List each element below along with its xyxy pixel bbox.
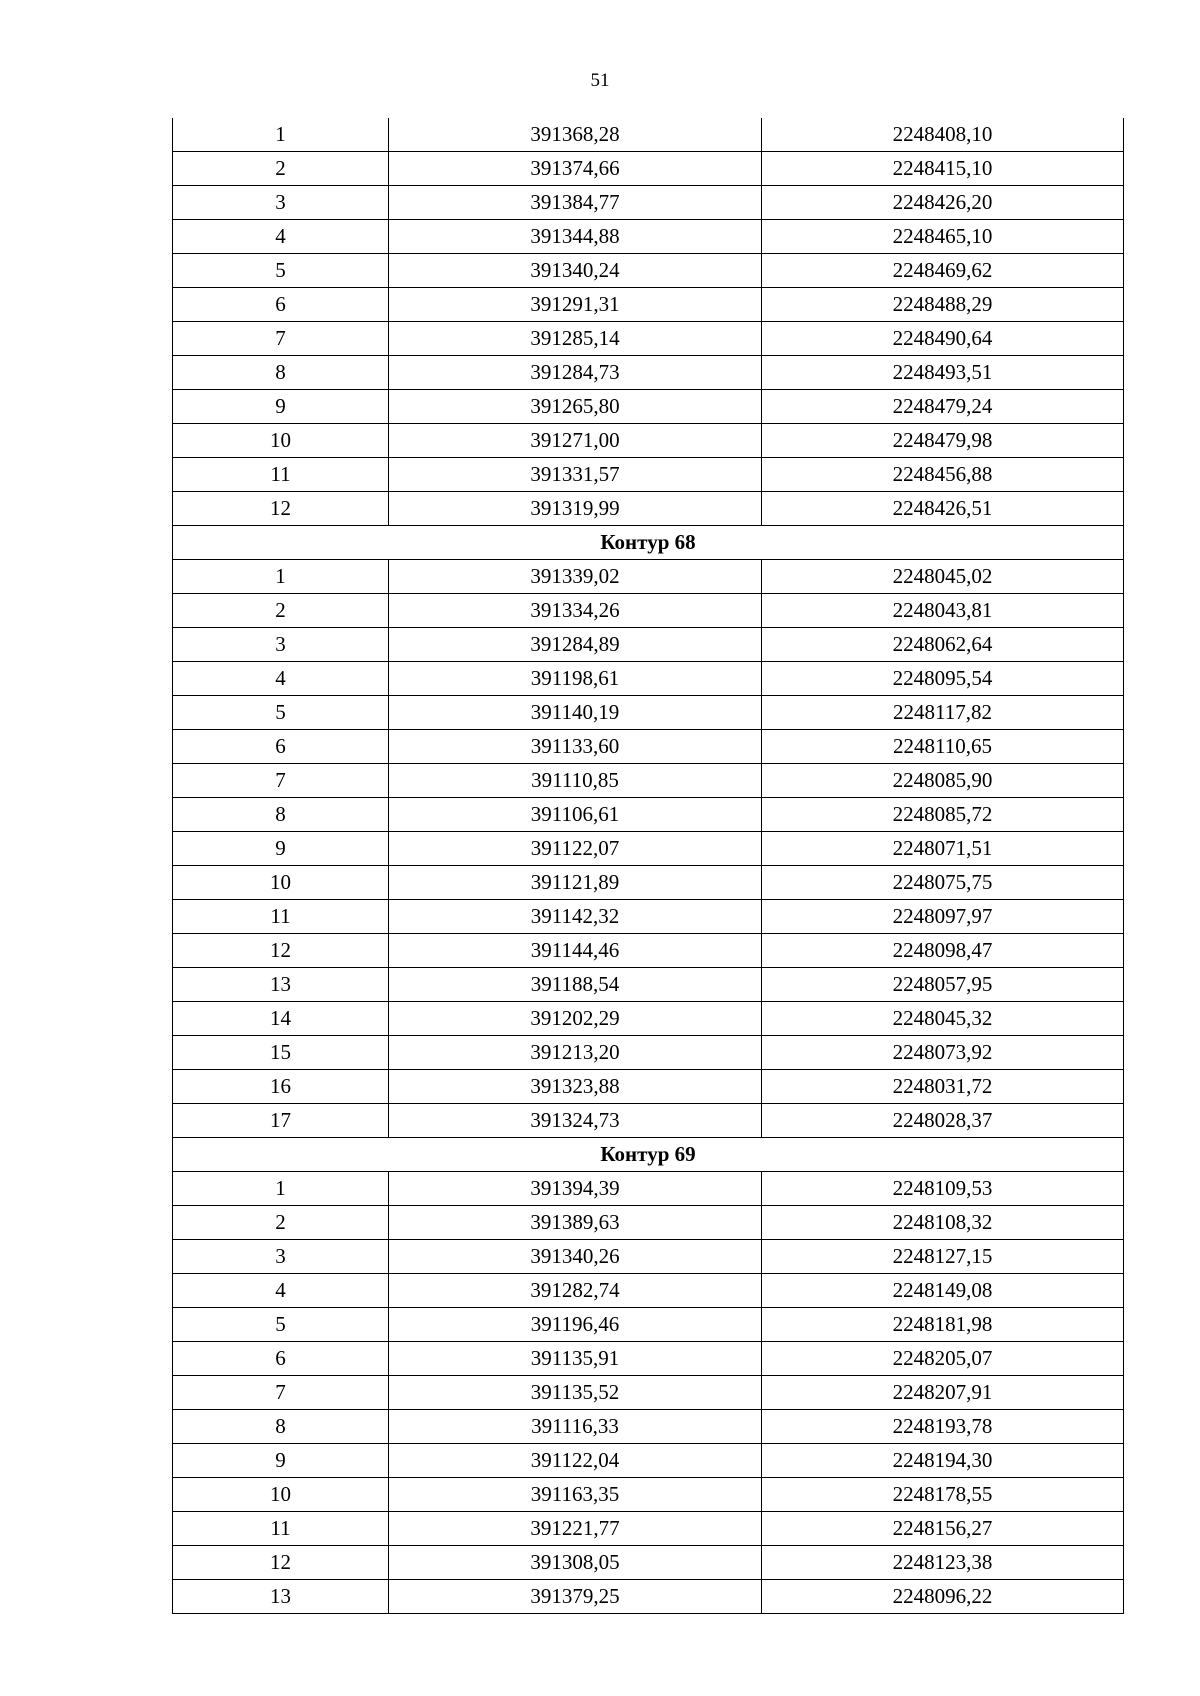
table-row [173, 798, 1124, 832]
y-coordinate-cell: 2248062,64 [762, 628, 1124, 662]
y-coordinate-cell: 2248415,10 [762, 152, 1124, 186]
x-coordinate-cell: 391122,07 [389, 832, 762, 866]
point-number-cell: 8 [173, 356, 389, 390]
table-row [173, 424, 1124, 458]
x-coordinate-cell: 391282,74 [389, 1274, 762, 1308]
y-coordinate-cell: 2248149,08 [762, 1274, 1124, 1308]
table-row [173, 220, 1124, 254]
table-row [173, 1308, 1124, 1342]
x-coordinate-cell: 391374,66 [389, 152, 762, 186]
y-coordinate-cell: 2248490,64 [762, 322, 1124, 356]
table-row [173, 458, 1124, 492]
x-coordinate-cell: 391133,60 [389, 730, 762, 764]
table-row [173, 1478, 1124, 1512]
x-coordinate-cell: 391284,89 [389, 628, 762, 662]
x-coordinate-cell: 391339,02 [389, 560, 762, 594]
x-coordinate-cell: 391110,85 [389, 764, 762, 798]
y-coordinate-cell: 2248426,51 [762, 492, 1124, 526]
point-number-cell: 13 [173, 1580, 389, 1614]
point-number-cell: 11 [173, 900, 389, 934]
x-coordinate-cell: 391188,54 [389, 968, 762, 1002]
table-row [173, 492, 1124, 526]
point-number-cell: 5 [173, 254, 389, 288]
y-coordinate-cell: 2248045,32 [762, 1002, 1124, 1036]
table-row [173, 662, 1124, 696]
x-coordinate-cell: 391142,32 [389, 900, 762, 934]
table-row [173, 1376, 1124, 1410]
point-number-cell: 4 [173, 1274, 389, 1308]
x-coordinate-cell: 391344,88 [389, 220, 762, 254]
table-row [173, 560, 1124, 594]
point-number-cell: 16 [173, 1070, 389, 1104]
y-coordinate-cell: 2248109,53 [762, 1172, 1124, 1206]
y-coordinate-cell: 2248110,65 [762, 730, 1124, 764]
y-coordinate-cell: 2248071,51 [762, 832, 1124, 866]
x-coordinate-cell: 391340,24 [389, 254, 762, 288]
y-coordinate-cell: 2248045,02 [762, 560, 1124, 594]
point-number-cell: 14 [173, 1002, 389, 1036]
y-coordinate-cell: 2248095,54 [762, 662, 1124, 696]
y-coordinate-cell: 2248098,47 [762, 934, 1124, 968]
point-number-cell: 12 [173, 934, 389, 968]
point-number-cell: 12 [173, 1546, 389, 1580]
x-coordinate-cell: 391291,31 [389, 288, 762, 322]
x-coordinate-cell: 391122,04 [389, 1444, 762, 1478]
point-number-cell: 10 [173, 1478, 389, 1512]
point-number-cell: 17 [173, 1104, 389, 1138]
point-number-cell: 6 [173, 288, 389, 322]
table-row [173, 1580, 1124, 1614]
coordinates-table [172, 118, 1124, 1614]
table-row [173, 356, 1124, 390]
point-number-cell: 3 [173, 186, 389, 220]
table-row [173, 1410, 1124, 1444]
contour-header-row [173, 1138, 1124, 1172]
y-coordinate-cell: 2248057,95 [762, 968, 1124, 1002]
y-coordinate-cell: 2248181,98 [762, 1308, 1124, 1342]
x-coordinate-cell: 391135,52 [389, 1376, 762, 1410]
table-row [173, 1240, 1124, 1274]
table-row [173, 1104, 1124, 1138]
x-coordinate-cell: 391394,39 [389, 1172, 762, 1206]
y-coordinate-cell: 2248073,92 [762, 1036, 1124, 1070]
x-coordinate-cell: 391285,14 [389, 322, 762, 356]
point-number-cell: 11 [173, 458, 389, 492]
point-number-cell: 5 [173, 696, 389, 730]
x-coordinate-cell: 391340,26 [389, 1240, 762, 1274]
table-row [173, 934, 1124, 968]
table-row [173, 1546, 1124, 1580]
point-number-cell: 10 [173, 866, 389, 900]
contour-header-row [173, 526, 1124, 560]
x-coordinate-cell: 391196,46 [389, 1308, 762, 1342]
table-row [173, 254, 1124, 288]
table-row [173, 968, 1124, 1002]
y-coordinate-cell: 2248207,91 [762, 1376, 1124, 1410]
y-coordinate-cell: 2248085,72 [762, 798, 1124, 832]
y-coordinate-cell: 2248469,62 [762, 254, 1124, 288]
table-row [173, 1172, 1124, 1206]
point-number-cell: 1 [173, 560, 389, 594]
table-row [173, 594, 1124, 628]
x-coordinate-cell: 391319,99 [389, 492, 762, 526]
x-coordinate-cell: 391140,19 [389, 696, 762, 730]
y-coordinate-cell: 2248028,37 [762, 1104, 1124, 1138]
table-row [173, 288, 1124, 322]
point-number-cell: 1 [173, 118, 389, 152]
y-coordinate-cell: 2248426,20 [762, 186, 1124, 220]
y-coordinate-cell: 2248085,90 [762, 764, 1124, 798]
table-row [173, 322, 1124, 356]
x-coordinate-cell: 391331,57 [389, 458, 762, 492]
point-number-cell: 4 [173, 662, 389, 696]
y-coordinate-cell: 2248097,97 [762, 900, 1124, 934]
y-coordinate-cell: 2248117,82 [762, 696, 1124, 730]
point-number-cell: 9 [173, 832, 389, 866]
point-number-cell: 4 [173, 220, 389, 254]
x-coordinate-cell: 391265,80 [389, 390, 762, 424]
table-row [173, 764, 1124, 798]
point-number-cell: 7 [173, 764, 389, 798]
point-number-cell: 8 [173, 798, 389, 832]
point-number-cell: 1 [173, 1172, 389, 1206]
y-coordinate-cell: 2248156,27 [762, 1512, 1124, 1546]
x-coordinate-cell: 391308,05 [389, 1546, 762, 1580]
table-row [173, 900, 1124, 934]
y-coordinate-cell: 2248479,24 [762, 390, 1124, 424]
contour-title: Контур 68 [173, 526, 1124, 560]
table-row [173, 730, 1124, 764]
y-coordinate-cell: 2248205,07 [762, 1342, 1124, 1376]
x-coordinate-cell: 391368,28 [389, 118, 762, 152]
y-coordinate-cell: 2248465,10 [762, 220, 1124, 254]
point-number-cell: 8 [173, 1410, 389, 1444]
y-coordinate-cell: 2248408,10 [762, 118, 1124, 152]
table-row [173, 390, 1124, 424]
x-coordinate-cell: 391163,35 [389, 1478, 762, 1512]
coordinates-table-body [173, 118, 1124, 1614]
point-number-cell: 3 [173, 628, 389, 662]
x-coordinate-cell: 391221,77 [389, 1512, 762, 1546]
x-coordinate-cell: 391389,63 [389, 1206, 762, 1240]
x-coordinate-cell: 391198,61 [389, 662, 762, 696]
table-row [173, 118, 1124, 152]
table-row [173, 628, 1124, 662]
y-coordinate-cell: 2248479,98 [762, 424, 1124, 458]
point-number-cell: 9 [173, 390, 389, 424]
y-coordinate-cell: 2248075,75 [762, 866, 1124, 900]
y-coordinate-cell: 2248456,88 [762, 458, 1124, 492]
table-row [173, 186, 1124, 220]
x-coordinate-cell: 391324,73 [389, 1104, 762, 1138]
x-coordinate-cell: 391106,61 [389, 798, 762, 832]
x-coordinate-cell: 391271,00 [389, 424, 762, 458]
y-coordinate-cell: 2248178,55 [762, 1478, 1124, 1512]
y-coordinate-cell: 2248043,81 [762, 594, 1124, 628]
x-coordinate-cell: 391121,89 [389, 866, 762, 900]
x-coordinate-cell: 391144,46 [389, 934, 762, 968]
point-number-cell: 7 [173, 322, 389, 356]
table-row [173, 1070, 1124, 1104]
table-row [173, 1342, 1124, 1376]
point-number-cell: 2 [173, 1206, 389, 1240]
y-coordinate-cell: 2248127,15 [762, 1240, 1124, 1274]
point-number-cell: 12 [173, 492, 389, 526]
point-number-cell: 3 [173, 1240, 389, 1274]
table-row [173, 866, 1124, 900]
x-coordinate-cell: 391384,77 [389, 186, 762, 220]
y-coordinate-cell: 2248108,32 [762, 1206, 1124, 1240]
y-coordinate-cell: 2248493,51 [762, 356, 1124, 390]
point-number-cell: 15 [173, 1036, 389, 1070]
y-coordinate-cell: 2248123,38 [762, 1546, 1124, 1580]
table-row [173, 152, 1124, 186]
point-number-cell: 9 [173, 1444, 389, 1478]
point-number-cell: 6 [173, 1342, 389, 1376]
table-row [173, 1274, 1124, 1308]
page-number: 51 [590, 70, 610, 91]
y-coordinate-cell: 2248488,29 [762, 288, 1124, 322]
x-coordinate-cell: 391379,25 [389, 1580, 762, 1614]
x-coordinate-cell: 391202,29 [389, 1002, 762, 1036]
y-coordinate-cell: 2248031,72 [762, 1070, 1124, 1104]
point-number-cell: 6 [173, 730, 389, 764]
x-coordinate-cell: 391116,33 [389, 1410, 762, 1444]
point-number-cell: 2 [173, 594, 389, 628]
point-number-cell: 10 [173, 424, 389, 458]
x-coordinate-cell: 391135,91 [389, 1342, 762, 1376]
table-row [173, 1444, 1124, 1478]
point-number-cell: 2 [173, 152, 389, 186]
table-row [173, 1002, 1124, 1036]
contour-title: Контур 69 [173, 1138, 1124, 1172]
point-number-cell: 5 [173, 1308, 389, 1342]
x-coordinate-cell: 391213,20 [389, 1036, 762, 1070]
y-coordinate-cell: 2248096,22 [762, 1580, 1124, 1614]
table-row [173, 696, 1124, 730]
y-coordinate-cell: 2248193,78 [762, 1410, 1124, 1444]
point-number-cell: 13 [173, 968, 389, 1002]
table-row [173, 1206, 1124, 1240]
point-number-cell: 7 [173, 1376, 389, 1410]
x-coordinate-cell: 391334,26 [389, 594, 762, 628]
table-row [173, 832, 1124, 866]
table-row [173, 1512, 1124, 1546]
x-coordinate-cell: 391323,88 [389, 1070, 762, 1104]
x-coordinate-cell: 391284,73 [389, 356, 762, 390]
point-number-cell: 11 [173, 1512, 389, 1546]
table-row [173, 1036, 1124, 1070]
y-coordinate-cell: 2248194,30 [762, 1444, 1124, 1478]
